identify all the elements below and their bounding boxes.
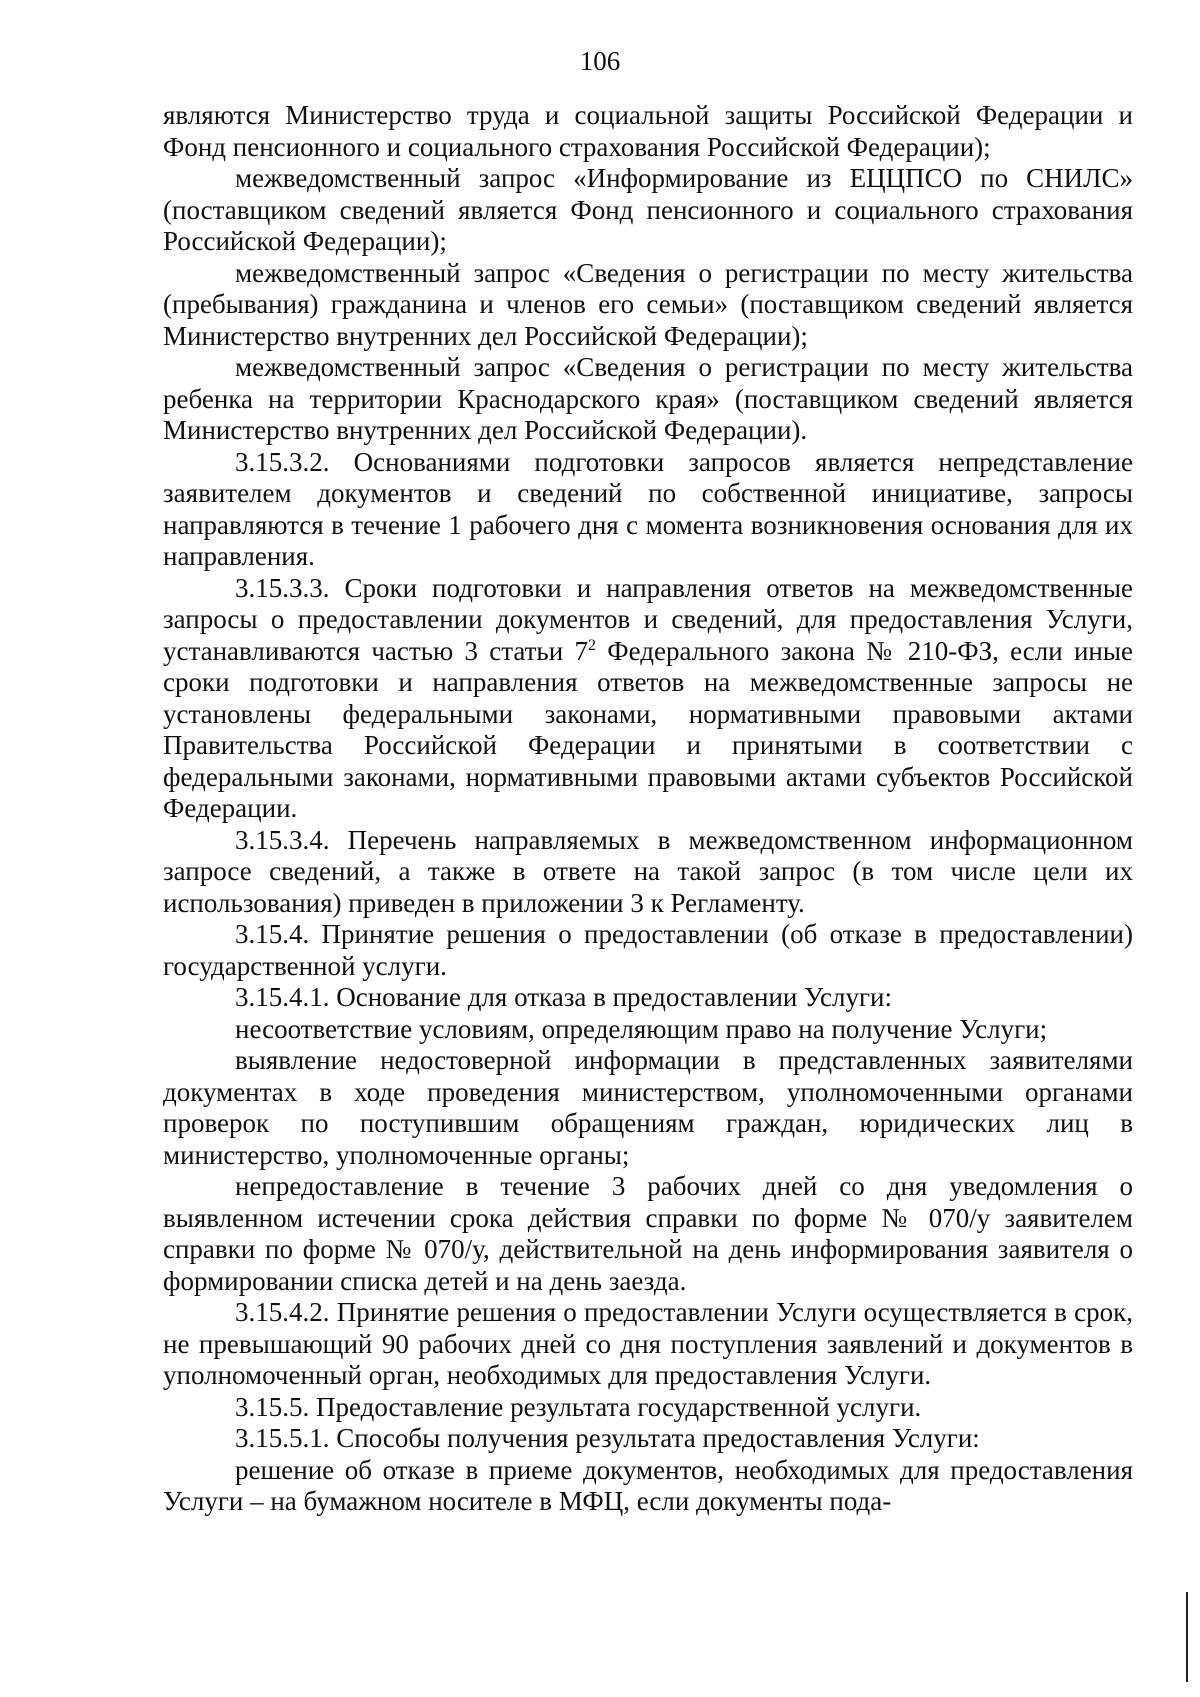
scan-edge-mark bbox=[1186, 1592, 1188, 1682]
document-body bbox=[163, 100, 1133, 1518]
paragraph: непредоставление в течение 3 рабочих дней со дня уведомления о выявленном истечении срока действия справки по форме № 070/у заявителем справки по форме № 070/у, действительной на день информирования заявителя о формировании списка детей и на день заезда. bbox=[163, 1171, 1133, 1296]
paragraph: межведомственный запрос «Сведения о регистрации по месту жительства (пребывания) гражданина и членов его семьи» (поставщиком сведений является Министерство внутренних дел Российской Федерации); bbox=[163, 257, 1133, 351]
paragraph: 3.15.3.4. Перечень направляемых в межведомственном информационном запросе сведений, а также в ответе на такой запрос (в том числе цели их использования) приведен в приложении 3 к Регламенту. bbox=[163, 824, 1133, 918]
paragraph: 3.15.4.1. Основание для отказа в предоставлении Услуги: bbox=[235, 982, 892, 1012]
paragraph: несоответствие условиям, определяющим право на получение Услуги; bbox=[235, 1013, 1048, 1044]
paragraph bbox=[163, 573, 1133, 825]
paragraph: межведомственный запрос «Сведения о регистрации по месту жительства ребенка на территории Краснодарского края» (поставщиком сведений является Министерство внутренних дел Российской Федерации). bbox=[163, 352, 1133, 445]
superscript: 2 bbox=[587, 636, 596, 654]
paragraph: 3.15.5.1. Способы получения результата предоставления Услуги: bbox=[235, 1423, 980, 1453]
paragraph: 3.15.4.2. Принятие решения о предоставлении Услуги осуществляется в срок, не превышающий 90 рабочих дней со дня поступления заявлений и документов в уполномоченный орган, необходимых для предоставления Услуги. bbox=[163, 1297, 1133, 1390]
paragraph: выявление недостоверной информации в представленных заявителями документах в ходе проведения министерством, уполномоченными органами проверок по поступившим обращениям граждан, юридических лиц в министерство, уполномоченные органы; bbox=[163, 1045, 1133, 1170]
paragraph: 3.15.4. Принятие решения о предоставлении (об отказе в предоставлении) государственной услуги. bbox=[163, 919, 1133, 981]
paragraph: 3.15.5. Предоставление результата государственной услуги. bbox=[235, 1391, 922, 1422]
paragraph-text: Федерального закона № 210-ФЗ, если иные сроки подготовки и направления ответов на межведомственные запросы не установлены федеральными законами, нормативными правовыми актами Правительства Российской Федерации и принятыми в соответствии с федеральными законами, нормативными правовыми актами субъектов Российской Федерации. bbox=[163, 635, 1133, 823]
paragraph-text: 3.15.3.3. Сроки подготовки и направления ответов на межведомственные запросы о предоставлении документов и сведений, для предоставления Услуги, устанавливаются частью 3 статьи 7 bbox=[163, 572, 1133, 666]
paragraph: межведомственный запрос «Информирование из ЕЦЦПСО по СНИЛС» (поставщиком сведений является Фонд пенсионного и социального страхования Российской Федерации); bbox=[163, 163, 1133, 256]
page-number: 106 bbox=[579, 46, 621, 76]
paragraph: решение об отказе в приеме документов, необходимых для предоставления Услуги – на бумажном носителе в МФЦ, если документы пода- bbox=[163, 1454, 1133, 1516]
paragraph: являются Министерство труда и социальной защиты Российской Федерации и Фонд пенсионного и социального страхования Российской Федерации); bbox=[163, 100, 1133, 162]
paragraph: 3.15.3.2. Основаниями подготовки запросов является непредставление заявителем документов и сведений по собственной инициативе, запросы направляются в течение 1 рабочего дня с момента возникновения основания для их направления. bbox=[163, 446, 1133, 571]
